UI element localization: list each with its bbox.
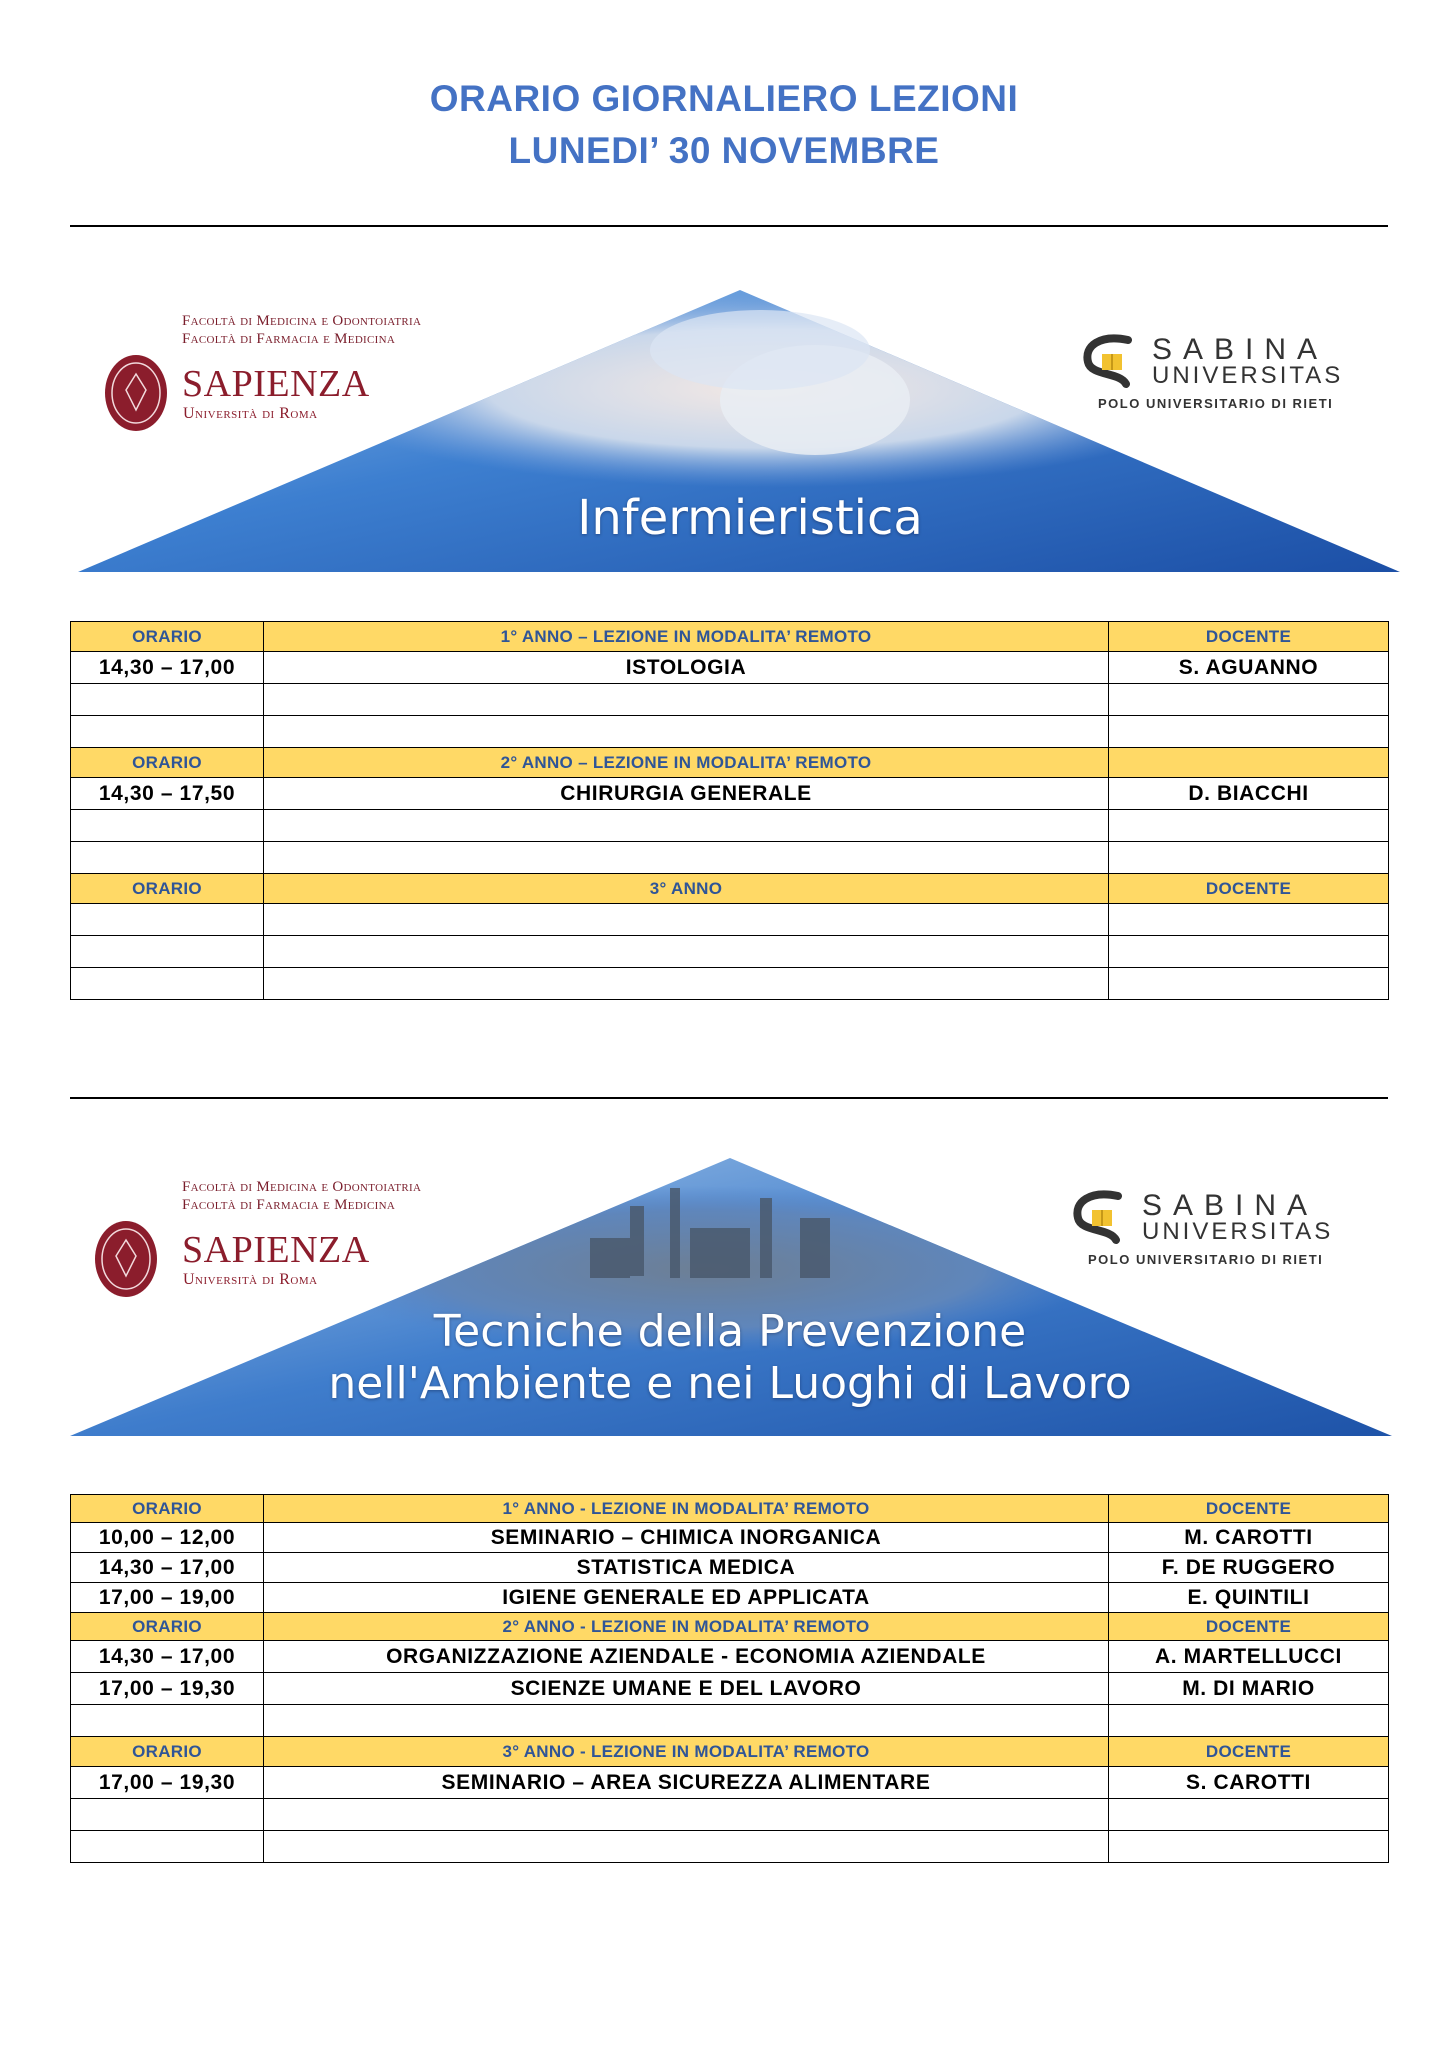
cell-docente [1109,968,1389,1000]
universitas-wordmark: UNIVERSITAS [1142,1218,1334,1245]
cell-orario [71,1831,264,1863]
header-orario: ORARIO [71,1737,264,1767]
cell-docente: F. DE RUGGERO [1109,1553,1389,1583]
sapienza-seal-icon [104,354,168,432]
cell-docente: M. DI MARIO [1109,1673,1389,1705]
header-anno: 1° ANNO – LEZIONE IN MODALITA’ REMOTO [264,622,1109,652]
cell-lezione [264,716,1109,748]
cell-lezione [264,1799,1109,1831]
cell-orario: 14,30 – 17,00 [71,1553,264,1583]
header-orario: ORARIO [71,622,264,652]
header-orario: ORARIO [71,1613,264,1641]
cell-lezione [264,842,1109,874]
cell-orario [71,684,264,716]
cell-orario [71,968,264,1000]
table-row [71,1673,1389,1705]
header-anno: 1° ANNO - LEZIONE IN MODALITA’ REMOTO [264,1495,1109,1523]
table-header-row [71,622,1389,652]
table-row [71,936,1389,968]
header-docente [1109,748,1389,778]
table-row [71,716,1389,748]
table-header-row [71,748,1389,778]
table-row [71,1705,1389,1737]
header-anno: 2° ANNO - LEZIONE IN MODALITA’ REMOTO [264,1613,1109,1641]
sabina-book-icon [1070,1188,1130,1248]
faculty-line2: Facoltà di Farmacia e Medicina [182,331,396,347]
header-docente: DOCENTE [1109,874,1389,904]
faculty-line2: Facoltà di Farmacia e Medicina [182,1197,396,1213]
cell-orario [71,1705,264,1737]
cell-orario: 14,30 – 17,50 [71,778,264,810]
table-row [71,1641,1389,1673]
table-row [71,778,1389,810]
cell-docente [1109,842,1389,874]
table-row [71,1799,1389,1831]
cell-orario: 10,00 – 12,00 [71,1523,264,1553]
sabina-book-icon [1080,332,1140,392]
header-anno: 3° ANNO [264,874,1109,904]
universitas-wordmark: UNIVERSITAS [1152,362,1344,389]
table-row [71,810,1389,842]
faculty-line1: Facoltà di Medicina e Odontoiatria [182,313,422,329]
sabina-wordmark: SABINA [1152,333,1329,366]
cell-lezione [264,1705,1109,1737]
table-header-row [71,1495,1389,1523]
cell-orario: 17,00 – 19,30 [71,1767,264,1799]
polo-universitario-text: POLO UNIVERSITARIO DI RIETI [1098,396,1334,411]
polo-universitario-text: POLO UNIVERSITARIO DI RIETI [1088,1252,1324,1267]
header-docente: DOCENTE [1109,1495,1389,1523]
table-row [71,842,1389,874]
cell-lezione [264,684,1109,716]
header-docente: DOCENTE [1109,1613,1389,1641]
sapienza-wordmark: SAPIENZA [182,363,370,405]
cell-docente [1109,810,1389,842]
cell-orario [71,842,264,874]
cell-lezione [264,1831,1109,1863]
cell-orario [71,810,264,842]
table-header-row [71,1737,1389,1767]
program-title-infermieristica: Infermieristica [577,490,923,546]
header-orario: ORARIO [71,874,264,904]
cell-docente: E. QUINTILI [1109,1583,1389,1613]
sapienza-subtitle: Università di Roma [183,1271,318,1288]
program-title-tecniche [300,1306,1160,1410]
cell-orario: 14,30 – 17,00 [71,1641,264,1673]
table-row [71,1553,1389,1583]
cell-orario [71,936,264,968]
table-row [71,684,1389,716]
cell-orario [71,716,264,748]
faculty-line1: Facoltà di Medicina e Odontoiatria [182,1179,422,1195]
cell-lezione [264,904,1109,936]
header-orario: ORARIO [71,1495,264,1523]
cell-docente: S. AGUANNO [1109,652,1389,684]
cap-shape [650,310,870,390]
header-docente: DOCENTE [1109,622,1389,652]
cell-orario [71,1799,264,1831]
cell-docente: D. BIACCHI [1109,778,1389,810]
cell-lezione [264,968,1109,1000]
table-row [71,1767,1389,1799]
cell-docente [1109,684,1389,716]
cell-lezione: CHIRURGIA GENERALE [264,778,1109,810]
cell-docente: A. MARTELLUCCI [1109,1641,1389,1673]
cell-lezione: SEMINARIO – CHIMICA INORGANICA [264,1523,1109,1553]
cell-docente [1109,1799,1389,1831]
table-row [71,904,1389,936]
cell-docente: S. CAROTTI [1109,1767,1389,1799]
cell-orario [71,904,264,936]
cell-docente: M. CAROTTI [1109,1523,1389,1553]
cell-docente [1109,1831,1389,1863]
header-anno: 2° ANNO – LEZIONE IN MODALITA’ REMOTO [264,748,1109,778]
divider-top [70,225,1388,227]
table-row [71,1831,1389,1863]
sapienza-seal-icon [94,1220,158,1298]
table-header-row [71,1613,1389,1641]
cell-lezione: IGIENE GENERALE ED APPLICATA [264,1583,1109,1613]
banner-tecniche-prevenzione [70,1158,1400,1438]
cell-docente [1109,716,1389,748]
cell-orario: 17,00 – 19,30 [71,1673,264,1705]
cell-lezione [264,810,1109,842]
divider-middle [70,1097,1388,1099]
schedule-table-infermieristica [70,621,1389,1000]
banner-infermieristica [70,290,1400,575]
cell-lezione: SCIENZE UMANE E DEL LAVORO [264,1673,1109,1705]
schedule-table-tecniche-prevenzione [70,1494,1389,1863]
cell-lezione [264,936,1109,968]
page-title-line1: ORARIO GIORNALIERO LEZIONI [429,78,1019,119]
program-title-line1: Tecniche della Prevenzione [433,1306,1027,1357]
cell-lezione: SEMINARIO – AREA SICUREZZA ALIMENTARE [264,1767,1109,1799]
cell-docente [1109,1705,1389,1737]
table-row [71,652,1389,684]
table-row [71,1523,1389,1553]
table-row [71,1583,1389,1613]
page-title-line2: LUNEDI’ 30 NOVEMBRE [508,130,940,171]
header-docente: DOCENTE [1109,1737,1389,1767]
program-title-line2: nell'Ambiente e nei Luoghi di Lavoro [328,1358,1132,1409]
sabina-wordmark: SABINA [1142,1189,1319,1222]
header-anno: 3° ANNO - LEZIONE IN MODALITA’ REMOTO [264,1737,1109,1767]
cell-lezione: ORGANIZZAZIONE AZIENDALE - ECONOMIA AZIENDALE [264,1641,1109,1673]
cell-docente [1109,904,1389,936]
cell-lezione: STATISTICA MEDICA [264,1553,1109,1583]
sapienza-wordmark: SAPIENZA [182,1229,370,1271]
table-row [71,968,1389,1000]
cell-orario: 17,00 – 19,00 [71,1583,264,1613]
cell-orario: 14,30 – 17,00 [71,652,264,684]
header-orario: ORARIO [71,748,264,778]
cell-lezione: ISTOLOGIA [264,652,1109,684]
table-header-row [71,874,1389,904]
cell-docente [1109,936,1389,968]
sapienza-subtitle: Università di Roma [183,405,318,422]
